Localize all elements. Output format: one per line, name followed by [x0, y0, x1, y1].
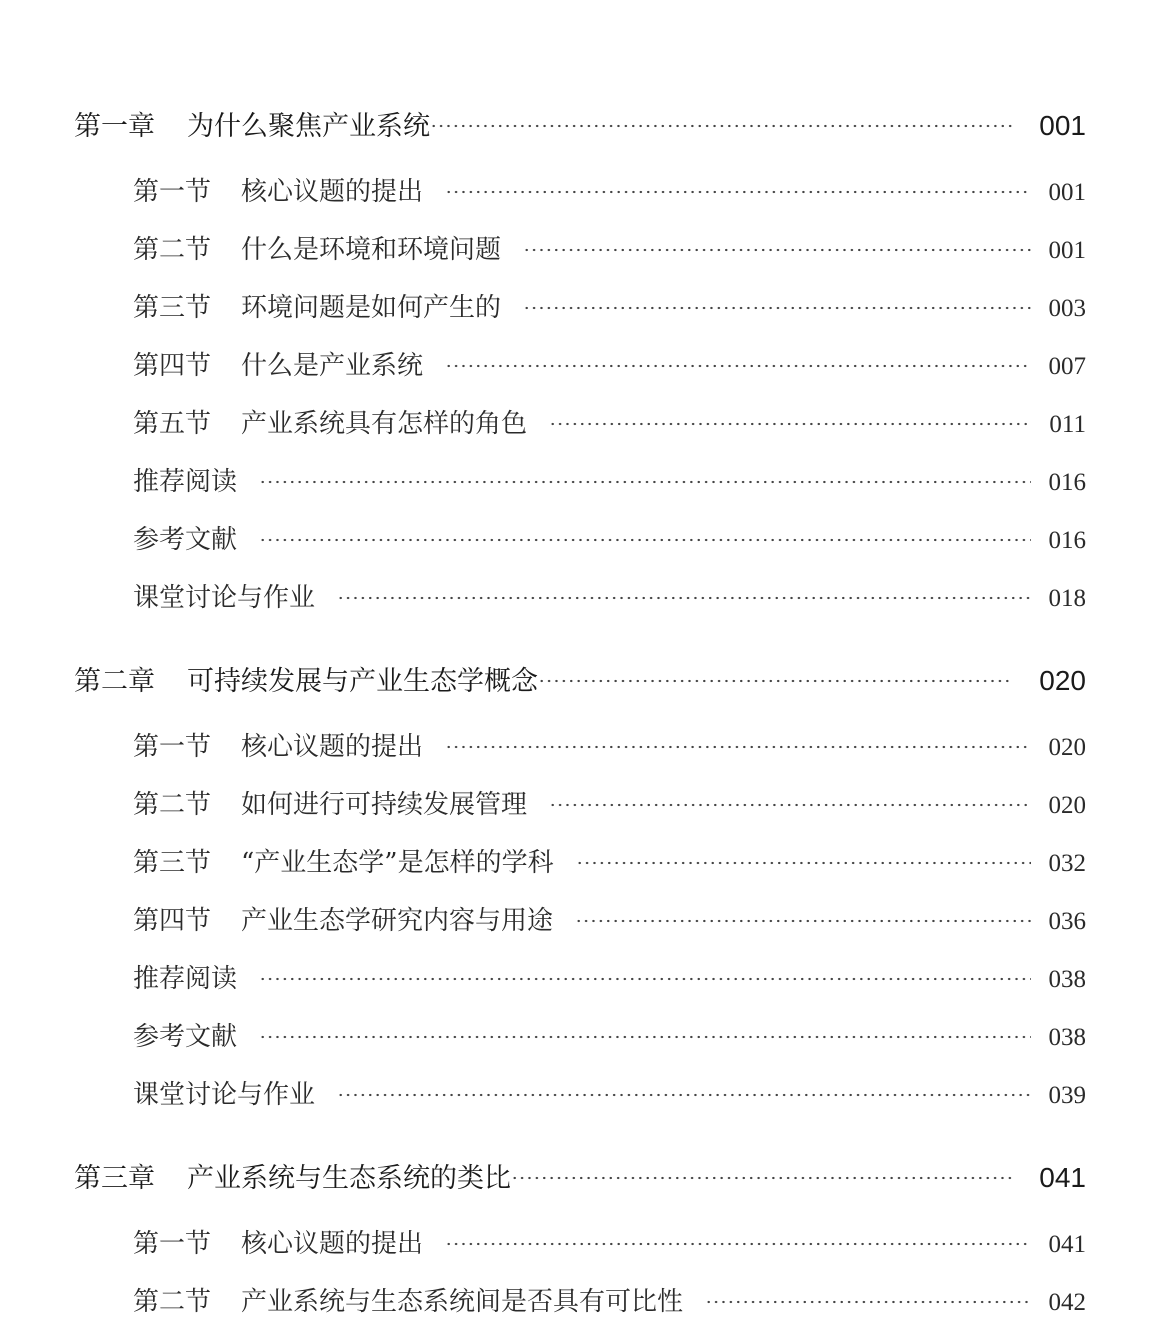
dot-leader [523, 248, 1030, 252]
toc-section-entry [0, 287, 1086, 324]
section-title: 参考文献 [133, 1022, 238, 1052]
toc-section-entry [0, 577, 1086, 614]
dot-leader [259, 1035, 1030, 1039]
toc-section-entry [0, 345, 1086, 382]
page-number: 032 [1048, 850, 1086, 877]
chapter-title: 可持续发展与产业生态学概念 [187, 666, 538, 697]
toc-chapter-entry [0, 659, 1086, 698]
dot-leader [705, 1300, 1030, 1304]
page-number: 036 [1048, 908, 1086, 935]
page-number: 011 [1049, 411, 1086, 438]
section-title: 环境问题是如何产生的 [241, 293, 502, 323]
section-number: 第四节 [133, 906, 212, 936]
dot-leader [523, 306, 1030, 310]
dot-leader [430, 124, 1013, 128]
toc-section-entry [0, 900, 1086, 937]
chapter-number: 第一章 [74, 111, 155, 142]
toc-section-entry [0, 726, 1086, 763]
toc-section-entry [0, 1281, 1086, 1318]
section-title: 核心议题的提出 [241, 177, 424, 207]
toc-section-entry [0, 403, 1086, 440]
toc-section-entry [0, 1016, 1086, 1053]
section-number: 第三节 [133, 848, 212, 878]
section-number: 第一节 [133, 177, 212, 207]
toc-section-entry [0, 784, 1086, 821]
section-title: 核心议题的提出 [241, 732, 424, 762]
dot-leader [549, 803, 1030, 807]
page-number: 038 [1048, 966, 1086, 993]
dot-leader [575, 919, 1030, 923]
section-title: 课堂讨论与作业 [133, 583, 316, 613]
dot-leader [445, 364, 1030, 368]
section-number: 第三节 [133, 293, 212, 323]
chapter-title: 产业系统与生态系统的类比 [187, 1163, 511, 1194]
chapter-number: 第三章 [74, 1163, 155, 1194]
section-number: 第二节 [133, 235, 212, 265]
section-title: 什么是产业系统 [241, 351, 424, 381]
toc-chapter-entry [0, 1156, 1086, 1195]
toc-section-entry [0, 461, 1086, 498]
page-number: 007 [1048, 353, 1086, 380]
page-number: 042 [1048, 1289, 1086, 1316]
dot-leader [445, 745, 1030, 749]
toc-section-entry [0, 958, 1086, 995]
section-number: 第二节 [133, 790, 212, 820]
page-number: 016 [1048, 527, 1086, 554]
toc-section-entry [0, 519, 1086, 556]
page-number: 020 [1048, 792, 1086, 819]
section-number: 第五节 [133, 409, 212, 439]
page-number: 016 [1048, 469, 1086, 496]
section-title: “产业生态学”是怎样的学科 [241, 848, 554, 878]
dot-leader [549, 422, 1031, 426]
section-title: 课堂讨论与作业 [133, 1080, 316, 1110]
page-number: 018 [1048, 585, 1086, 612]
dot-leader [576, 861, 1031, 865]
dot-leader [511, 1176, 1013, 1180]
page-number: 041 [1039, 1162, 1086, 1193]
page-number: 001 [1048, 237, 1086, 264]
section-number: 第二节 [133, 1287, 212, 1317]
toc-section-entry [0, 171, 1086, 208]
chapter-title: 为什么聚焦产业系统 [187, 111, 430, 142]
chapter-number: 第二章 [74, 666, 155, 697]
toc-section-entry [0, 842, 1086, 879]
section-title: 参考文献 [133, 525, 238, 555]
section-title: 核心议题的提出 [241, 1229, 424, 1259]
dot-leader [445, 1242, 1030, 1246]
toc-section-entry [0, 229, 1086, 266]
section-number: 第一节 [133, 732, 212, 762]
page-number: 041 [1048, 1231, 1086, 1258]
section-title: 推荐阅读 [133, 467, 238, 497]
section-title: 如何进行可持续发展管理 [241, 790, 528, 820]
page-number: 003 [1048, 295, 1086, 322]
dot-leader [445, 190, 1030, 194]
dot-leader [538, 679, 1013, 683]
page-number: 001 [1048, 179, 1086, 206]
dot-leader [259, 538, 1030, 542]
page-number: 020 [1039, 665, 1086, 696]
toc-section-entry [0, 1074, 1086, 1111]
section-title: 产业生态学研究内容与用途 [241, 906, 554, 936]
dot-leader [337, 1093, 1030, 1097]
dot-leader [337, 596, 1030, 600]
toc-section-entry [0, 1223, 1086, 1260]
section-title: 产业系统具有怎样的角色 [241, 409, 528, 439]
dot-leader [259, 977, 1030, 981]
page-number: 020 [1048, 734, 1086, 761]
section-title: 产业系统与生态系统间是否具有可比性 [241, 1287, 684, 1317]
section-number: 第一节 [133, 1229, 212, 1259]
page-number: 038 [1048, 1024, 1086, 1051]
section-number: 第四节 [133, 351, 212, 381]
page-number: 039 [1048, 1082, 1086, 1109]
dot-leader [259, 480, 1030, 484]
section-title: 推荐阅读 [133, 964, 238, 994]
section-title: 什么是环境和环境问题 [241, 235, 502, 265]
toc-chapter-entry [0, 104, 1086, 143]
page-number: 001 [1039, 110, 1086, 141]
